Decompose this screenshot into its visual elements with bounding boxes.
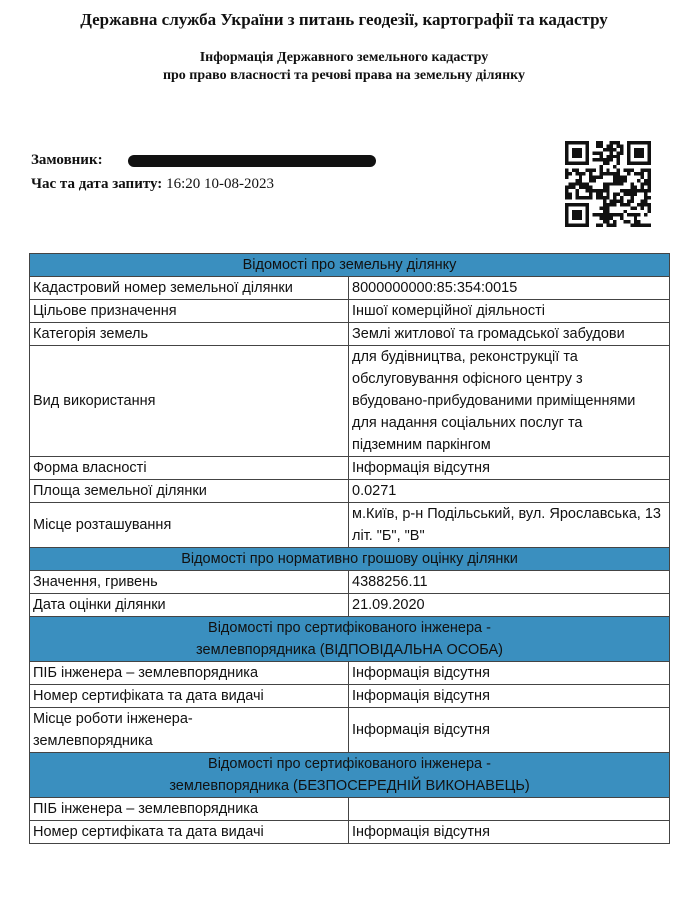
field-label: Місце роботи інженера-землевпорядника bbox=[30, 708, 349, 753]
field-label: Кадастровий номер земельної ділянки bbox=[30, 277, 349, 300]
field-value bbox=[349, 798, 670, 821]
section-header-row bbox=[30, 617, 670, 662]
field-label: Вид використання bbox=[30, 346, 349, 457]
table-row bbox=[30, 323, 670, 346]
field-value: Землі житлової та громадської забудови bbox=[349, 323, 670, 346]
redacted-customer-name bbox=[128, 155, 376, 167]
section-header-row bbox=[30, 753, 670, 798]
field-value: 21.09.2020 bbox=[349, 594, 670, 617]
field-value: Іншої комерційної діяльності bbox=[349, 300, 670, 323]
field-label: Форма власності bbox=[30, 457, 349, 480]
table-row bbox=[30, 503, 670, 548]
customer-label: Замовник: bbox=[31, 152, 103, 168]
field-label: Місце розташування bbox=[30, 503, 349, 548]
field-value: Інформація відсутня bbox=[349, 662, 670, 685]
field-value: Інформація відсутня bbox=[349, 457, 670, 480]
table-row bbox=[30, 571, 670, 594]
field-value: для будівництва, реконструкції та обслуговування офісного центру з вбудовано-прибудованими приміщеннями для надання соціальних послуг та підземним паркінгом bbox=[349, 346, 670, 457]
table-row bbox=[30, 300, 670, 323]
field-label: ПІБ інженера – землевпорядника bbox=[30, 798, 349, 821]
field-value: Інформація відсутня bbox=[349, 685, 670, 708]
field-value: 8000000000:85:354:0015 bbox=[349, 277, 670, 300]
field-label: Дата оцінки ділянки bbox=[30, 594, 349, 617]
section-title-valuation: Відомості про нормативно грошову оцінку ділянки bbox=[30, 548, 670, 571]
table-row bbox=[30, 685, 670, 708]
qr-code-icon bbox=[565, 141, 651, 227]
table-row bbox=[30, 277, 670, 300]
section-title-engineer-executor bbox=[30, 753, 670, 798]
field-label: Цільове призначення bbox=[30, 300, 349, 323]
section-title-engineer-responsible bbox=[30, 617, 670, 662]
document-subtitle bbox=[0, 49, 688, 85]
table-row bbox=[30, 346, 670, 457]
field-label: Номер сертифіката та дата видачі bbox=[30, 685, 349, 708]
request-datetime-label: Час та дата запиту: bbox=[31, 176, 163, 192]
table-row bbox=[30, 594, 670, 617]
field-label: Значення, гривень bbox=[30, 571, 349, 594]
customer-row bbox=[31, 152, 103, 169]
section-title-land: Відомості про земельну ділянку bbox=[30, 254, 670, 277]
table-row bbox=[30, 480, 670, 503]
request-datetime-row bbox=[31, 176, 274, 193]
subtitle-line-1: Інформація Державного земельного кадастру bbox=[199, 50, 489, 65]
field-value: м.Київ, р-н Подільський, вул. Ярославська, 13 літ. "Б", "В" bbox=[349, 503, 670, 548]
field-label: Категорія земель bbox=[30, 323, 349, 346]
table-row bbox=[30, 708, 670, 753]
section-header-row bbox=[30, 254, 670, 277]
field-value: Інформація відсутня bbox=[349, 708, 670, 753]
field-label: Номер сертифіката та дата видачі bbox=[30, 821, 349, 844]
section-title-line: Відомості про сертифікованого інженера - bbox=[208, 620, 491, 636]
field-value: 4388256.11 bbox=[349, 571, 670, 594]
section-title-line: Відомості про сертифікованого інженера - bbox=[208, 756, 491, 772]
field-label: ПІБ інженера – землевпорядника bbox=[30, 662, 349, 685]
cadastre-info-table bbox=[29, 253, 670, 844]
agency-title: Державна служба України з питань геодезії, картографії та кадастру bbox=[80, 10, 608, 29]
section-title-line: землевпорядника (ВІДПОВІДАЛЬНА ОСОБА) bbox=[196, 642, 503, 658]
request-datetime-value: 16:20 10-08-2023 bbox=[166, 176, 274, 192]
table-row bbox=[30, 798, 670, 821]
section-header-row bbox=[30, 548, 670, 571]
table-row bbox=[30, 662, 670, 685]
section-title-line: землевпорядника (БЕЗПОСЕРЕДНІЙ ВИКОНАВЕЦЬ) bbox=[169, 778, 530, 794]
table-row bbox=[30, 821, 670, 844]
subtitle-line-2: про право власності та речові права на земельну ділянку bbox=[162, 68, 526, 83]
field-value: 0.0271 bbox=[349, 480, 670, 503]
field-label: Площа земельної ділянки bbox=[30, 480, 349, 503]
field-value: Інформація відсутня bbox=[349, 821, 670, 844]
table-row bbox=[30, 457, 670, 480]
